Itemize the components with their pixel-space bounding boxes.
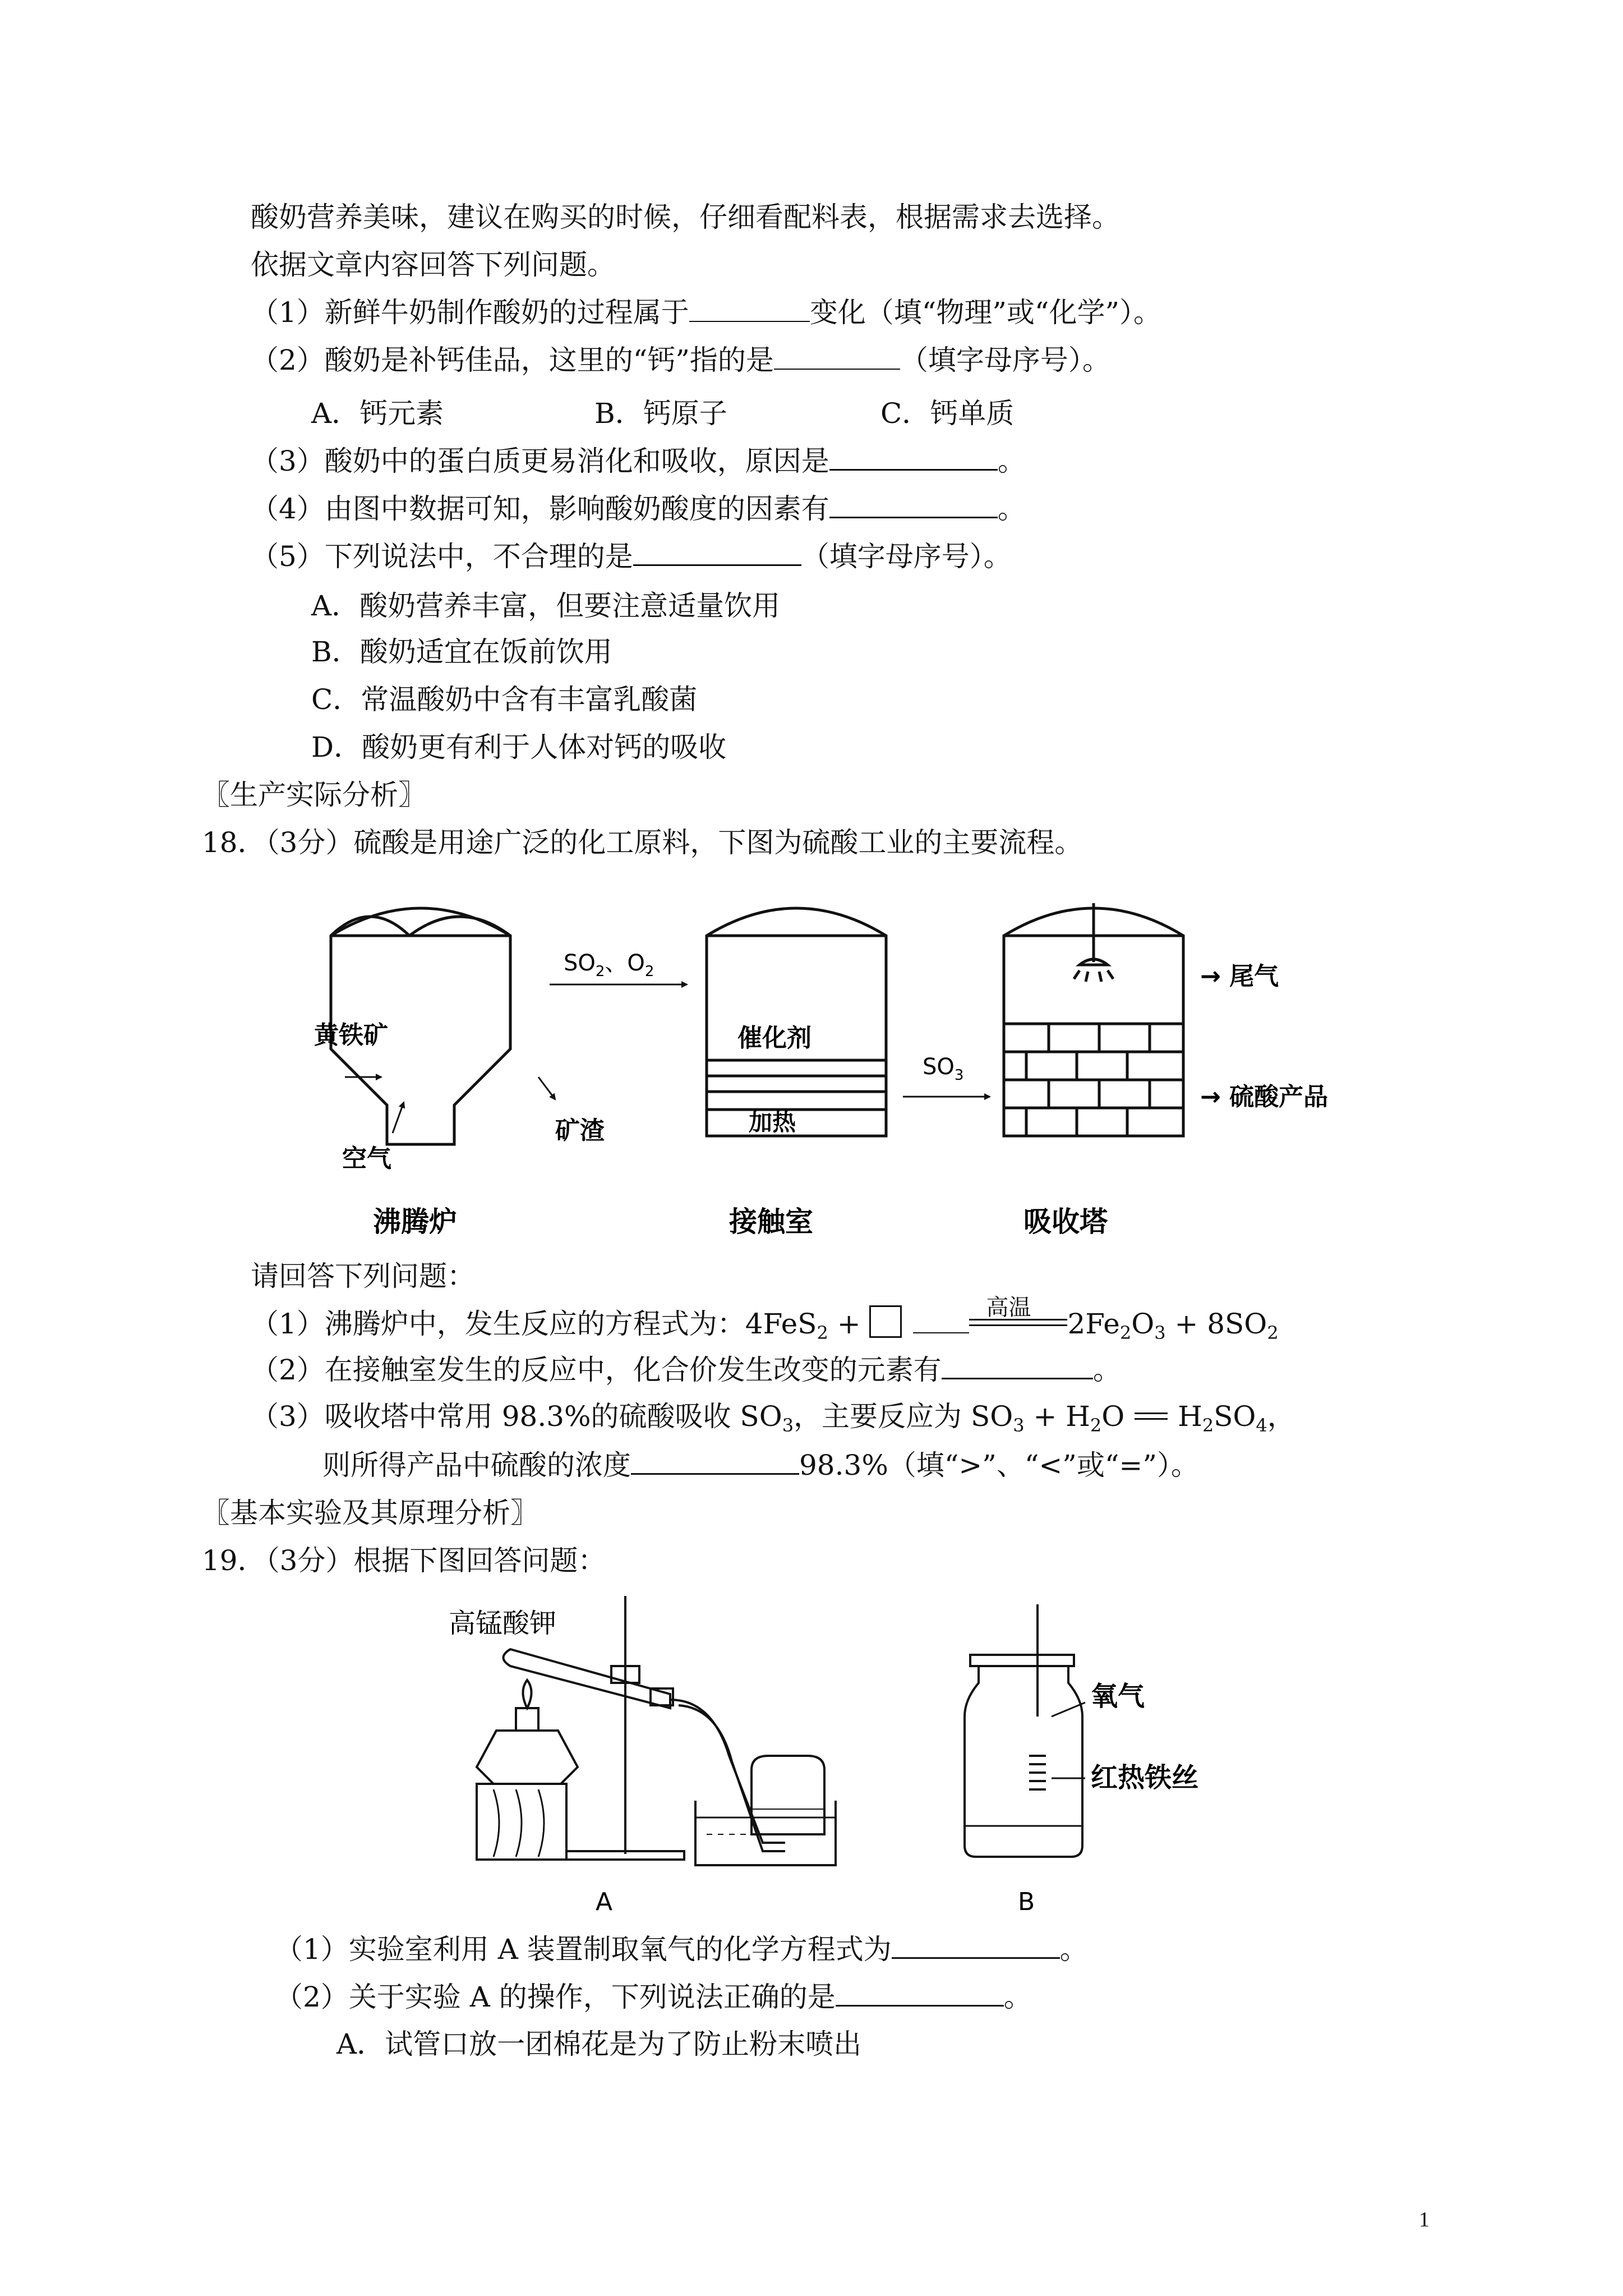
q19-p1-tail: 。 (1059, 1933, 1088, 1966)
label-so2-o2: $SO_2$、$O_2$ (564, 950, 654, 980)
label-kmno4: 高锰酸钾 (449, 1608, 557, 1639)
q18-p3-blank[interactable] (631, 1448, 799, 1475)
iron-wire-coil (1029, 1756, 1046, 1789)
label-iron-wire: 红热铁丝 (1091, 1762, 1199, 1793)
label-absorption-tower: 吸收塔 (1023, 1205, 1108, 1238)
q18-p3-c: + H (1024, 1400, 1090, 1433)
q18-p3-sub-f: 4 (1256, 1415, 1267, 1436)
q17-p3-blank[interactable] (829, 444, 998, 471)
q17-p1-blank[interactable] (689, 296, 810, 322)
test-tube (504, 1649, 671, 1708)
q17-part3 (251, 443, 1026, 479)
q18-p3-f: SO (1214, 1400, 1256, 1433)
q18-p2-tail: 。 (1092, 1354, 1121, 1386)
contact-chamber-vessel (707, 908, 886, 1136)
q18-p2-text: （2）在接触室发生的反应中，化合价发生改变的元素有 (251, 1354, 942, 1386)
label-oxygen: 氧气 (1091, 1681, 1145, 1712)
collecting-bottle (751, 1756, 824, 1834)
q19-p1-blank[interactable] (892, 1932, 1060, 1959)
q18-part2 (251, 1352, 1121, 1388)
q17-p5-blank[interactable] (633, 540, 801, 566)
alcohol-lamp (477, 1731, 578, 1784)
q18-p3-e: H (1178, 1400, 1202, 1433)
q18-p1-product2: O (1131, 1308, 1155, 1340)
label-slag: 矿渣 (555, 1116, 605, 1145)
q17-p2-option-b: B．钙原子 (594, 397, 727, 430)
label-tail-gas: → 尾气 (1200, 962, 1279, 991)
q17-part4 (251, 491, 1026, 527)
q19-part1 (275, 1931, 1088, 1967)
q17-p5-text: （5）下列说法中，不合理的是 (251, 540, 633, 573)
q18-p3-sub-c: 2 (1090, 1415, 1102, 1436)
q17-p2-tail: （填字母序号）。 (900, 344, 1110, 376)
section-production-heading: 〖生产实际分析〗 (202, 779, 426, 811)
q18-p1-answer-box[interactable] (869, 1305, 902, 1338)
q18-p1-text: （1）沸腾炉中，发生反应的方程式为：4FeS (251, 1308, 817, 1340)
q19-p2-text: （2）关于实验 A 的操作，下列说法正确的是 (275, 1981, 836, 2013)
q18-part3-line2 (322, 1447, 1199, 1483)
q17-p5-option-d: D．酸奶更有利于人体对钙的吸收 (311, 731, 727, 763)
q18-p3-d: O (1101, 1400, 1125, 1433)
q18-p3-line2-tail: 98.3%（填“>”、“<”或“=”）。 (799, 1449, 1199, 1481)
q19-p2-tail: 。 (1003, 1981, 1032, 2013)
q19-part2 (275, 1979, 1032, 2015)
q17-p4-blank[interactable] (829, 492, 998, 518)
q17-part1 (251, 295, 1161, 330)
intro-line-2: 依据文章内容回答下列问题。 (251, 249, 615, 281)
label-apparatus-b: B (1018, 1888, 1035, 1916)
flame (523, 1680, 532, 1708)
water-trough (695, 1801, 836, 1865)
q17-p2-blank[interactable] (774, 344, 900, 370)
label-apparatus-a: A (596, 1888, 613, 1916)
q18-p3-equals (1124, 1409, 1178, 1426)
q18-p1-product3: + 8SO (1165, 1308, 1267, 1340)
q17-p1-text: （1）新鲜牛奶制作酸奶的过程属于 (251, 296, 689, 329)
page-number: 1 (1419, 2208, 1430, 2231)
q17-p2-option-c: C．钙单质 (880, 397, 1015, 430)
gas-jar (965, 1666, 1082, 1857)
q18-p1-plus: + (828, 1308, 870, 1340)
q18-p1-sub4: 2 (1267, 1322, 1279, 1343)
q17-p4-text: （4）由图中数据可知，影响酸奶酸度的因素有 (251, 493, 829, 525)
q17-p5-option-a: A．酸奶营养丰富，但要注意适量饮用 (311, 590, 781, 622)
q18-p1-condition (969, 1295, 1067, 1335)
q18-p1-cond-text: 高温 (986, 1295, 1031, 1320)
section-experiment-heading: 〖基本实验及其原理分析〗 (202, 1497, 538, 1529)
q18-p2-blank[interactable] (942, 1353, 1093, 1379)
intro-line-1: 酸奶营养美味，建议在购买的时候，仔细看配料表，根据需求去选择。 (251, 201, 1120, 233)
q18-p3-g: ， (1267, 1400, 1295, 1433)
q17-part2 (251, 342, 1110, 378)
label-product: → 硫酸产品 (1200, 1083, 1329, 1111)
q17-p3-tail: 。 (997, 445, 1026, 477)
q18-p1-sub: 2 (817, 1322, 828, 1343)
q17-p5-tail: （填字母序号）。 (801, 540, 1012, 573)
sulfuric-acid-process-diagram (303, 881, 1380, 1245)
q18-p1-sub3: 3 (1154, 1322, 1166, 1343)
label-furnace: 沸腾炉 (373, 1205, 457, 1238)
q19-stem: 19．（3分）根据下图回答问题： (202, 1544, 606, 1577)
q18-part1 (251, 1295, 1279, 1343)
q18-part3-line1 (251, 1398, 1295, 1434)
q18-stem: 18．（3分）硫酸是用途广泛的化工原料，下图为硫酸工业的主要流程。 (202, 826, 1083, 859)
label-heating: 加热 (749, 1108, 796, 1136)
q17-p5-option-b: B．酸奶适宜在饭前饮用 (311, 636, 612, 668)
q18-p1-product: 2Fe (1067, 1308, 1120, 1340)
q17-p5-option-c: C．常温酸奶中含有丰富乳酸菌 (311, 683, 698, 716)
q18-p3-sub-a: 3 (782, 1415, 794, 1436)
q17-p1-tail: 变化（填“物理”或“化学”）。 (809, 296, 1162, 329)
q18-p3-sub-b: 3 (1013, 1415, 1025, 1436)
q19-p1-text: （1）实验室利用 A 装置制取氧气的化学方程式为 (275, 1933, 892, 1966)
q18-p1-sub2: 2 (1119, 1322, 1132, 1343)
label-so3: $SO_3$ (923, 1054, 964, 1084)
q17-p3-text: （3）酸奶中的蛋白质更易消化和吸收，原因是 (251, 445, 829, 477)
q18-p3-b: ，主要反应为 SO (794, 1400, 1013, 1433)
q17-p2-text: （2）酸奶是补钙佳品，这里的“钙”指的是 (251, 344, 774, 376)
q17-part5 (251, 539, 1012, 574)
label-air: 空气 (342, 1144, 391, 1173)
q17-p2-option-a: A．钙元素 (311, 397, 444, 430)
q18-ask: 请回答下列问题： (251, 1260, 475, 1292)
label-contact-chamber: 接触室 (729, 1205, 813, 1238)
jar-lid (970, 1655, 1074, 1666)
q18-p3-line2-text: 则所得产品中硫酸的浓度 (322, 1449, 631, 1481)
q18-p1-coef-blank[interactable] (913, 1308, 969, 1333)
oxygen-experiment-diagram (449, 1588, 1206, 1924)
label-catalyst: 催化剂 (737, 1024, 811, 1052)
q19-p2-blank[interactable] (836, 1980, 1004, 2007)
q19-option-a: A．试管口放一团棉花是为了防止粉末喷出 (336, 2028, 862, 2060)
delivery-tube (670, 1700, 785, 1843)
q18-p3-sub-e: 2 (1202, 1415, 1214, 1436)
q18-p3-a: （3）吸收塔中常用 98.3%的硫酸吸收 SO (251, 1400, 782, 1433)
q17-p4-tail: 。 (997, 493, 1026, 525)
label-ore: 黄铁矿 (314, 1021, 388, 1050)
